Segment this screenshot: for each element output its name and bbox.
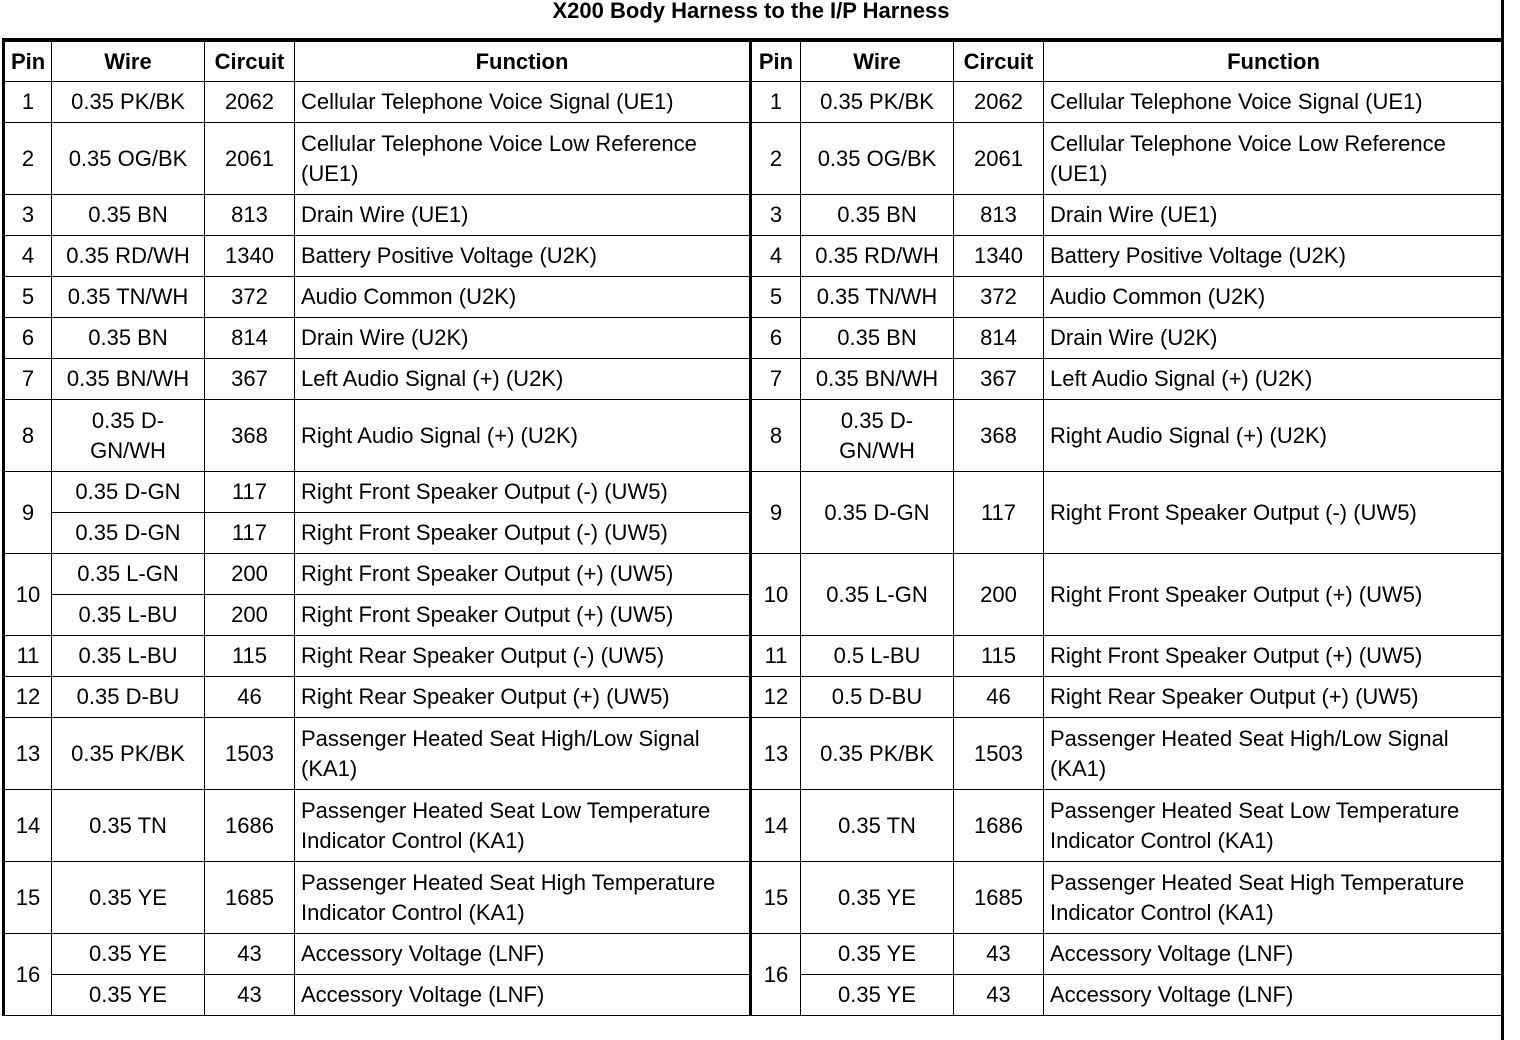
function-cell: Right Audio Signal (+) (U2K) [295, 400, 751, 472]
wire-cell: 0.35 BN [52, 318, 205, 359]
header-circuit: Circuit [205, 40, 295, 82]
circuit-cell: 200 [205, 595, 295, 636]
function-cell: Right Front Speaker Output (+) (UW5) [1044, 554, 1504, 636]
function-cell: Accessory Voltage (LNF) [295, 975, 751, 1016]
circuit-cell: 2062 [954, 82, 1044, 123]
function-cell: Left Audio Signal (+) (U2K) [295, 359, 751, 400]
function-cell: Drain Wire (UE1) [1044, 195, 1504, 236]
circuit-cell: 814 [954, 318, 1044, 359]
function-cell: Right Front Speaker Output (-) (UW5) [295, 472, 751, 513]
pin-cell: 8 [751, 400, 801, 472]
table-row [4, 636, 1504, 677]
function-cell: Right Front Speaker Output (+) (UW5) [1044, 636, 1504, 677]
function-cell: Audio Common (U2K) [295, 277, 751, 318]
table-row [4, 862, 1504, 934]
function-cell: Cellular Telephone Voice Signal (UE1) [1044, 82, 1504, 123]
header-function: Function [295, 40, 751, 82]
circuit-cell: 46 [205, 677, 295, 718]
header-pin: Pin [751, 40, 801, 82]
circuit-cell: 372 [205, 277, 295, 318]
pin-cell: 5 [4, 277, 52, 318]
wire-cell: 0.35 TN [52, 790, 205, 862]
circuit-cell: 43 [954, 975, 1044, 1016]
wire-cell: 0.35 BN [801, 195, 954, 236]
circuit-cell: 2061 [954, 123, 1044, 195]
circuit-cell: 117 [205, 513, 295, 554]
header-circuit: Circuit [954, 40, 1044, 82]
table-row [4, 554, 1504, 595]
function-cell: Passenger Heated Seat Low Temperature Indicator Control (KA1) [295, 790, 751, 862]
header-row [4, 40, 1504, 82]
pin-cell: 16 [751, 934, 801, 1016]
function-cell: Passenger Heated Seat High/Low Signal (KA1) [1044, 718, 1504, 790]
wire-cell: 0.35 BN/WH [801, 359, 954, 400]
pin-cell: 10 [4, 554, 52, 636]
wire-cell: 0.35 OG/BK [801, 123, 954, 195]
wire-cell: 0.35 YE [52, 934, 205, 975]
circuit-cell: 1685 [205, 862, 295, 934]
circuit-cell: 1503 [205, 718, 295, 790]
circuit-cell: 1503 [954, 718, 1044, 790]
table-row [4, 934, 1504, 975]
function-cell: Accessory Voltage (LNF) [1044, 934, 1504, 975]
wire-cell: 0.35 BN [801, 318, 954, 359]
wire-cell: 0.35 OG/BK [52, 123, 205, 195]
circuit-cell: 117 [205, 472, 295, 513]
circuit-cell: 368 [205, 400, 295, 472]
table-row [4, 790, 1504, 862]
pin-cell: 11 [751, 636, 801, 677]
wire-cell: 0.35 YE [801, 862, 954, 934]
header-wire: Wire [801, 40, 954, 82]
wire-cell: 0.35 L-GN [52, 554, 205, 595]
circuit-cell: 46 [954, 677, 1044, 718]
circuit-cell: 117 [954, 472, 1044, 554]
function-cell: Passenger Heated Seat High Temperature Indicator Control (KA1) [1044, 862, 1504, 934]
page-title: X200 Body Harness to the I/P Harness [552, 0, 950, 23]
circuit-cell: 43 [954, 934, 1044, 975]
function-cell: Right Front Speaker Output (+) (UW5) [295, 554, 751, 595]
pin-cell: 14 [751, 790, 801, 862]
table-row [4, 82, 1504, 123]
table-row [4, 472, 1504, 513]
pin-cell: 16 [4, 934, 52, 1016]
circuit-cell: 115 [205, 636, 295, 677]
circuit-cell: 2061 [205, 123, 295, 195]
pin-cell: 6 [4, 318, 52, 359]
harness-pinout-table [2, 38, 1504, 1016]
circuit-cell: 1685 [954, 862, 1044, 934]
pin-cell: 9 [4, 472, 52, 554]
table-row [4, 123, 1504, 195]
pin-cell: 8 [4, 400, 52, 472]
function-cell: Right Front Speaker Output (+) (UW5) [295, 595, 751, 636]
circuit-cell: 813 [954, 195, 1044, 236]
header-wire: Wire [52, 40, 205, 82]
wire-cell: 0.35 D-GN [52, 513, 205, 554]
function-cell: Passenger Heated Seat Low Temperature Indicator Control (KA1) [1044, 790, 1504, 862]
pin-cell: 14 [4, 790, 52, 862]
function-cell: Right Rear Speaker Output (-) (UW5) [295, 636, 751, 677]
pin-cell: 2 [4, 123, 52, 195]
pin-cell: 5 [751, 277, 801, 318]
table-row [4, 277, 1504, 318]
function-cell: Right Audio Signal (+) (U2K) [1044, 400, 1504, 472]
wire-cell: 0.35 D-GN [52, 472, 205, 513]
wire-cell: 0.35 TN [801, 790, 954, 862]
wire-cell: 0.5 D-BU [801, 677, 954, 718]
pin-cell: 11 [4, 636, 52, 677]
circuit-cell: 200 [954, 554, 1044, 636]
function-cell: Cellular Telephone Voice Low Reference (UE1) [295, 123, 751, 195]
pin-cell: 13 [751, 718, 801, 790]
pin-cell: 12 [751, 677, 801, 718]
wire-cell: 0.35 PK/BK [52, 82, 205, 123]
function-cell: Drain Wire (UE1) [295, 195, 751, 236]
pin-cell: 9 [751, 472, 801, 554]
function-cell: Passenger Heated Seat High/Low Signal (KA1) [295, 718, 751, 790]
wire-cell: 0.35 L-BU [52, 636, 205, 677]
function-cell: Drain Wire (U2K) [295, 318, 751, 359]
function-cell: Drain Wire (U2K) [1044, 318, 1504, 359]
circuit-cell: 1686 [205, 790, 295, 862]
circuit-cell: 1686 [954, 790, 1044, 862]
table-row [4, 236, 1504, 277]
function-cell: Right Rear Speaker Output (+) (UW5) [1044, 677, 1504, 718]
circuit-cell: 372 [954, 277, 1044, 318]
function-cell: Right Front Speaker Output (-) (UW5) [1044, 472, 1504, 554]
pin-cell: 7 [751, 359, 801, 400]
pin-cell: 4 [751, 236, 801, 277]
wire-cell: 0.35 PK/BK [801, 718, 954, 790]
wire-cell: 0.35 L-GN [801, 554, 954, 636]
function-cell: Battery Positive Voltage (U2K) [1044, 236, 1504, 277]
pin-cell: 1 [4, 82, 52, 123]
table-row [4, 400, 1504, 472]
function-cell: Accessory Voltage (LNF) [295, 934, 751, 975]
circuit-cell: 813 [205, 195, 295, 236]
wire-cell: 0.35 L-BU [52, 595, 205, 636]
function-cell: Cellular Telephone Voice Signal (UE1) [295, 82, 751, 123]
pin-cell: 2 [751, 123, 801, 195]
function-cell: Audio Common (U2K) [1044, 277, 1504, 318]
header-function: Function [1044, 40, 1504, 82]
pin-cell: 4 [4, 236, 52, 277]
header-pin: Pin [4, 40, 52, 82]
pin-cell: 15 [751, 862, 801, 934]
circuit-cell: 43 [205, 934, 295, 975]
wire-cell: 0.35 BN/WH [52, 359, 205, 400]
pin-cell: 6 [751, 318, 801, 359]
table-row [4, 318, 1504, 359]
wire-cell: 0.35 D-GN/WH [801, 400, 954, 472]
wire-cell: 0.35 RD/WH [52, 236, 205, 277]
pin-cell: 12 [4, 677, 52, 718]
circuit-cell: 367 [205, 359, 295, 400]
circuit-cell: 367 [954, 359, 1044, 400]
circuit-cell: 2062 [205, 82, 295, 123]
pin-cell: 3 [751, 195, 801, 236]
wire-cell: 0.35 YE [52, 862, 205, 934]
pin-cell: 10 [751, 554, 801, 636]
function-cell: Accessory Voltage (LNF) [1044, 975, 1504, 1016]
wire-cell: 0.35 YE [52, 975, 205, 1016]
circuit-cell: 43 [205, 975, 295, 1016]
wire-cell: 0.35 PK/BK [52, 718, 205, 790]
table-row [4, 195, 1504, 236]
pin-cell: 1 [751, 82, 801, 123]
pin-cell: 15 [4, 862, 52, 934]
circuit-cell: 115 [954, 636, 1044, 677]
table-row [4, 718, 1504, 790]
wire-cell: 0.5 L-BU [801, 636, 954, 677]
wire-cell: 0.35 BN [52, 195, 205, 236]
function-cell: Right Rear Speaker Output (+) (UW5) [295, 677, 751, 718]
circuit-cell: 1340 [954, 236, 1044, 277]
table-row [4, 359, 1504, 400]
pin-cell: 3 [4, 195, 52, 236]
table-row [4, 677, 1504, 718]
pin-cell: 13 [4, 718, 52, 790]
function-cell: Right Front Speaker Output (-) (UW5) [295, 513, 751, 554]
function-cell: Passenger Heated Seat High Temperature Indicator Control (KA1) [295, 862, 751, 934]
function-cell: Left Audio Signal (+) (U2K) [1044, 359, 1504, 400]
wire-cell: 0.35 PK/BK [801, 82, 954, 123]
function-cell: Battery Positive Voltage (U2K) [295, 236, 751, 277]
wire-cell: 0.35 D-GN [801, 472, 954, 554]
wire-cell: 0.35 TN/WH [52, 277, 205, 318]
wire-cell: 0.35 D-GN/WH [52, 400, 205, 472]
pin-cell: 7 [4, 359, 52, 400]
circuit-cell: 368 [954, 400, 1044, 472]
function-cell: Cellular Telephone Voice Low Reference (UE1) [1044, 123, 1504, 195]
wire-cell: 0.35 RD/WH [801, 236, 954, 277]
circuit-cell: 814 [205, 318, 295, 359]
wire-cell: 0.35 YE [801, 975, 954, 1016]
wire-cell: 0.35 D-BU [52, 677, 205, 718]
circuit-cell: 200 [205, 554, 295, 595]
wire-cell: 0.35 TN/WH [801, 277, 954, 318]
wire-cell: 0.35 YE [801, 934, 954, 975]
circuit-cell: 1340 [205, 236, 295, 277]
